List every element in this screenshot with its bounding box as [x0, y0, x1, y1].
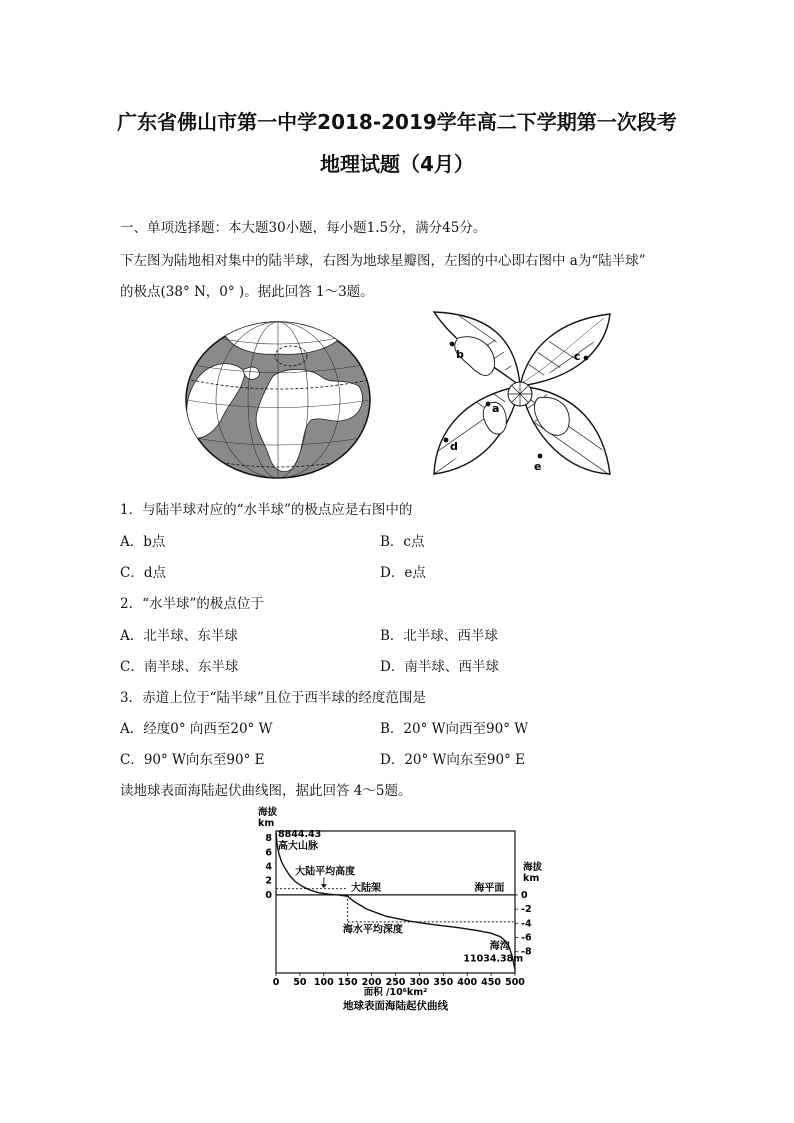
q1-option-c: C．d点 — [120, 565, 166, 581]
annotation-trench-depth: 11034.38m — [463, 953, 524, 965]
q1-option-d: D．e点 — [380, 565, 426, 581]
relief-curve — [276, 832, 515, 969]
y-right-unit: km — [523, 873, 540, 885]
annotation-peak: 8844.43 — [278, 829, 322, 840]
y-left-tick-label: 8 — [265, 833, 272, 845]
y-left-unit: km — [258, 818, 275, 829]
point-d — [444, 438, 449, 443]
page-title-line2: 地理试题（4月） — [320, 152, 474, 176]
q2-option-d: D．南半球、西半球 — [380, 659, 499, 675]
land-hemisphere-globe — [183, 320, 373, 480]
intro-line1: 下左图为陆地相对集中的陆半球，右图为地球星瓣图，左图的中心即右图中 a为“陆半球” — [120, 253, 646, 269]
annotation-land-mean: 大陆平均高度 — [295, 866, 356, 878]
y-right-title: 海拔 — [523, 862, 543, 874]
annotation-mountains: 高大山脉 — [278, 841, 318, 852]
y-left-title: 海拔 — [258, 807, 278, 818]
section-heading: 一、单项选择题：本大题30小题，每小题1.5分，满分45分。 — [120, 220, 487, 236]
y-left-tick-label: 2 — [265, 875, 272, 887]
x-tick-label: 400 — [457, 977, 478, 988]
y-left-tick-label: 6 — [265, 847, 272, 859]
x-tick-label: 150 — [337, 977, 358, 988]
hypsometric-curve-chart — [250, 805, 550, 1013]
x-tick-label: 450 — [481, 977, 502, 988]
chart-title: 地球表面海陆起伏曲线 — [343, 1000, 448, 1012]
label-b: b — [456, 348, 464, 361]
q3-option-b: B．20° W向西至90° W — [380, 721, 529, 737]
page-title-line1: 广东省佛山市第一中学2018-2019学年高二下学期第一次段考 — [117, 110, 677, 134]
x-tick-label: 50 — [293, 977, 307, 988]
x-tick-label: 500 — [505, 977, 525, 988]
y-right-tick-label: -4 — [521, 918, 532, 930]
point-c — [584, 356, 589, 361]
x-tick-label: 100 — [313, 977, 334, 988]
point-a — [486, 402, 491, 407]
y-right-tick-label: -6 — [521, 932, 532, 944]
y-right-tick-label: -2 — [521, 904, 532, 916]
y-left-tick-label: 0 — [265, 889, 272, 901]
x-tick-label: 300 — [409, 977, 430, 988]
q2-option-c: C．南半球、东半球 — [120, 659, 239, 675]
q3-option-c: C．90° W向东至90° E — [120, 752, 265, 768]
petal-projection-map — [428, 308, 614, 480]
y-right-tick-label: -8 — [521, 946, 532, 958]
intro2: 读地球表面海陆起伏曲线图，据此回答 4～5题。 — [120, 783, 412, 799]
q2-option-a: A．北半球、东半球 — [120, 628, 238, 644]
label-e: e — [534, 460, 542, 473]
label-a: a — [492, 402, 500, 415]
x-axis-title: 面积 /10⁶km² — [363, 987, 428, 998]
q1-option-a: A．b点 — [120, 534, 166, 550]
q3-option-d: D．20° W向东至90° E — [380, 752, 525, 768]
y-right-tick-label: 0 — [521, 889, 528, 901]
annotation-ocean-mean: 海水平均深度 — [342, 924, 403, 936]
annotation-sea-level: 海平面 — [474, 882, 505, 894]
q1-stem: 1．与陆半球对应的“水半球”的极点应是右图中的 — [120, 502, 413, 518]
q2-stem: 2．“水半球”的极点位于 — [120, 596, 264, 612]
y-left-tick-label: 4 — [265, 861, 272, 873]
x-tick-label: 250 — [385, 977, 406, 988]
x-tick-label: 200 — [361, 977, 382, 988]
label-d: d — [450, 440, 458, 453]
q1-option-b: B．c点 — [380, 534, 425, 550]
x-tick-label: 0 — [272, 977, 280, 988]
q3-stem: 3．赤道上位于“陆半球”且位于西半球的经度范围是 — [120, 690, 426, 706]
x-tick-label: 350 — [433, 977, 454, 988]
point-e — [538, 454, 543, 459]
label-c: c — [574, 350, 581, 363]
annotation-trench: 海沟 — [489, 940, 510, 952]
plot-frame — [276, 831, 515, 973]
point-b — [450, 342, 455, 347]
q3-option-a: A．经度0° 向西至20° W — [120, 721, 273, 737]
land-mean-arrowhead — [321, 884, 327, 888]
intro-line2: 的极点(38° N，0° )。据此回答 1～3题。 — [120, 284, 374, 300]
q2-option-b: B．北半球、西半球 — [380, 628, 498, 644]
annotation-shelf: 大陆架 — [351, 882, 382, 894]
